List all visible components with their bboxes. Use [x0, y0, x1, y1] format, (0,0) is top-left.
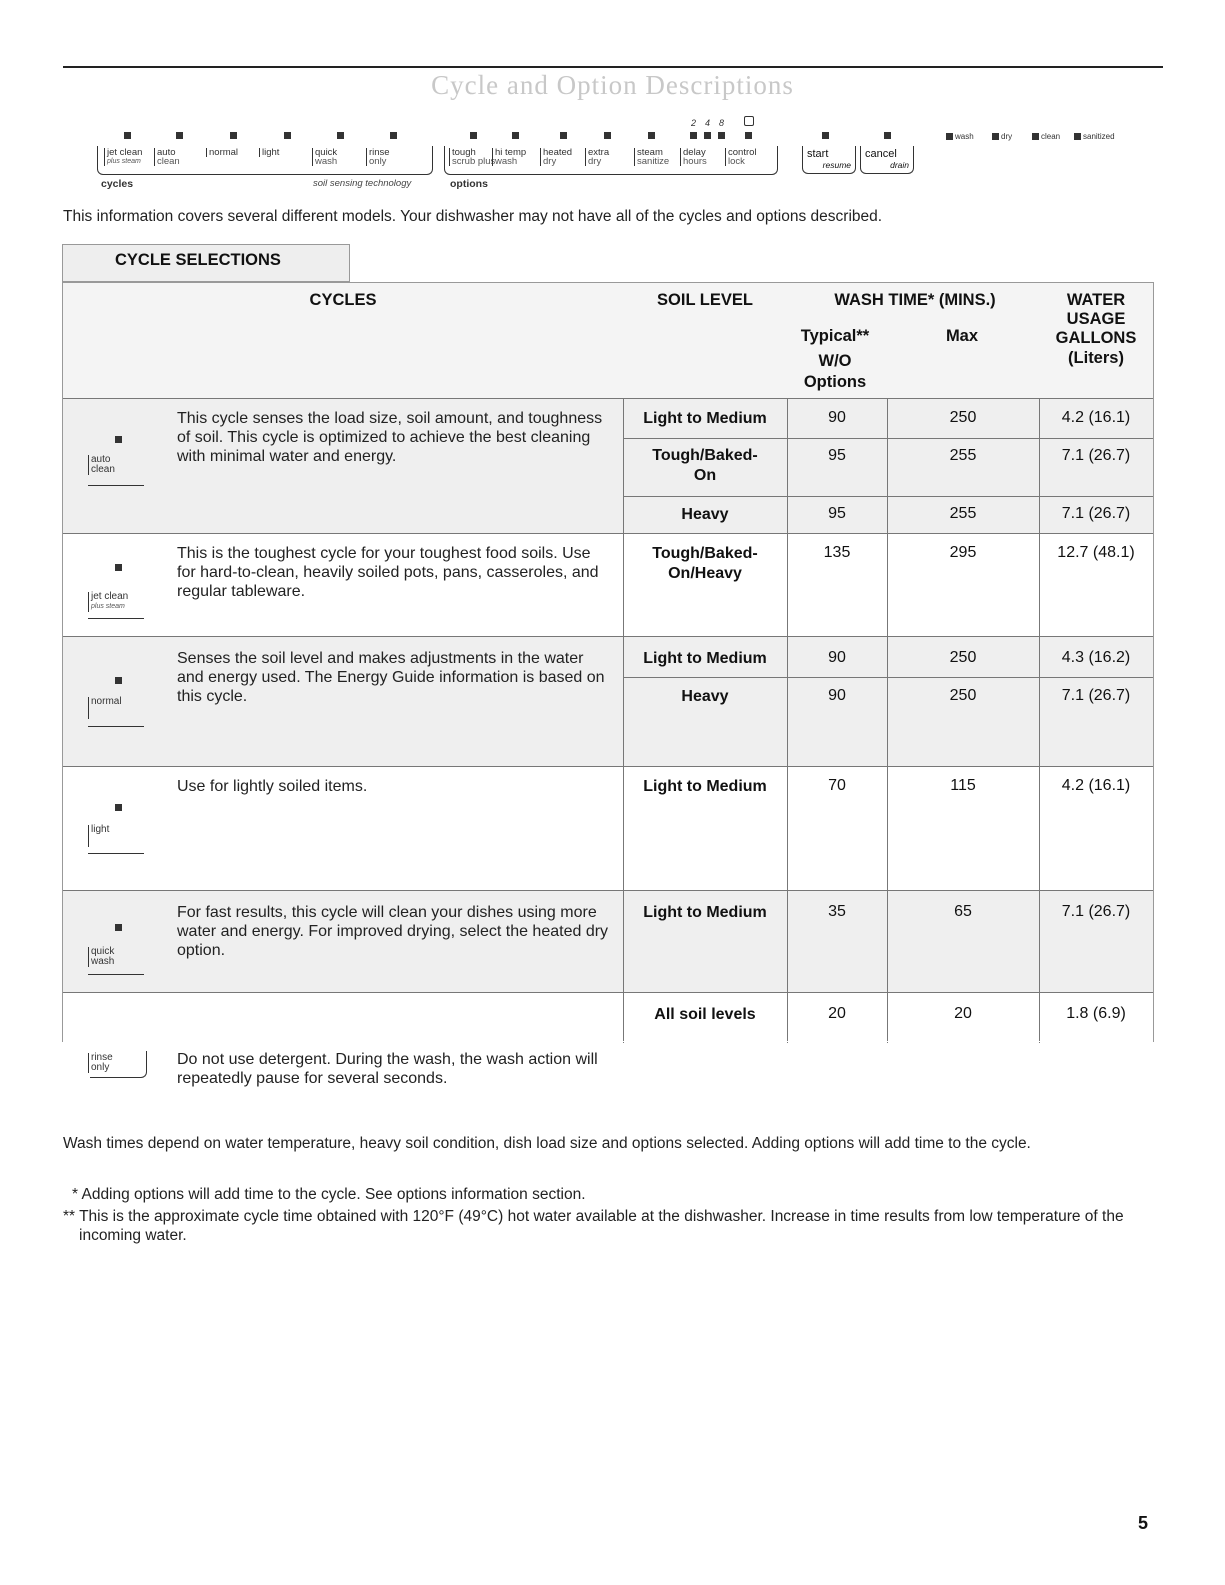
panel-button-hi-temp: hi temp wash	[492, 148, 526, 166]
table-row-auto-clean	[63, 398, 1153, 534]
soil-level: Heavy	[681, 688, 729, 705]
water-usage: 4.3 (16.2)	[1061, 649, 1131, 666]
row-description-extra: Do not use detergent. During the wash, the wash action will repeatedly pause for several seconds.	[177, 1051, 598, 1087]
options-label: options	[450, 178, 488, 190]
header-typical: Typical**	[800, 327, 870, 345]
header-options: Options	[803, 373, 867, 391]
indicator-light	[470, 132, 477, 139]
typical-time: 95	[828, 447, 846, 464]
panel-button-jet-clean: jet clean plus steam	[104, 148, 142, 166]
water-usage: 7.1 (26.7)	[1061, 903, 1131, 920]
top-rule	[63, 66, 1163, 68]
max-time: 65	[954, 903, 972, 920]
options-bracket	[444, 146, 778, 175]
indicator-light	[230, 132, 237, 139]
max-time: 255	[949, 505, 977, 522]
cycle-label-auto-clean: auto clean	[88, 455, 115, 475]
max-time: 115	[950, 777, 976, 794]
indicator-light	[604, 132, 611, 139]
panel-button-delay-hours: delay hours	[680, 148, 707, 166]
row-description: This cycle senses the load size, soil amount, and toughness of soil. This cycle is optimized to achieve the best cleaning with minimal water and energy.	[177, 410, 603, 465]
header-soil-level: SOIL LEVEL	[657, 291, 753, 309]
typical-time: 35	[828, 903, 846, 920]
control-panel-illustration	[0, 112, 1225, 197]
panel-button-extra-dry: extra dry	[585, 148, 609, 166]
soil-sensing-label: soil sensing technology	[313, 178, 412, 189]
table-row-quick-wash	[63, 890, 1153, 993]
soil-level: Light to Medium	[643, 410, 767, 427]
footnote-2: ** This is the approximate cycle time obtained with 120°F (49°C) hot water available at the dishwasher. Increase in time results from low temperature of the incoming water.	[63, 1208, 1124, 1244]
soil-level: Light to Medium	[643, 778, 767, 795]
typical-time: 90	[828, 687, 846, 704]
indicator-light	[560, 132, 567, 139]
panel-button-quick-wash: quick wash	[312, 148, 337, 166]
cycle-indicator	[115, 436, 122, 443]
cancel-drain-button: cancel drain	[860, 146, 914, 174]
indicator-light	[176, 132, 183, 139]
cycle-label-rinse-only: rinse only	[88, 1053, 113, 1073]
water-usage: 7.1 (26.7)	[1061, 447, 1131, 464]
table-row-light	[63, 766, 1153, 891]
water-usage: 1.8 (6.9)	[1066, 1005, 1126, 1022]
cycle-label-quick-wash: quick wash	[88, 947, 114, 967]
water-usage: 12.7 (48.1)	[1057, 544, 1135, 561]
cycle-label-light: light	[88, 825, 109, 847]
cycle-indicator	[115, 924, 122, 931]
water-usage: 7.1 (26.7)	[1061, 505, 1131, 522]
cycle-label-jet-clean: jet clean plus steam	[88, 592, 128, 612]
indicator-light	[337, 132, 344, 139]
header-water-4: (Liters)	[1068, 349, 1124, 367]
rinse-bracket	[90, 1051, 147, 1078]
table-row-jet-clean	[63, 533, 1153, 637]
footer-note: Wash times depend on water temperature, heavy soil condition, dish load size and options selected. Adding options will add time to the cycle.	[63, 1135, 1031, 1152]
indicator-light	[884, 132, 891, 139]
soil-level: Tough/Baked-On	[652, 447, 758, 484]
water-usage: 4.2 (16.1)	[1061, 777, 1131, 794]
max-time: 250	[949, 649, 977, 666]
header-water-3: GALLONS	[1055, 329, 1137, 347]
indicator-light	[704, 132, 711, 139]
typical-time: 20	[828, 1005, 846, 1022]
row-description: Use for lightly soiled items.	[177, 778, 368, 795]
start-resume-button: start resume	[802, 146, 856, 174]
panel-button-steam-sanitize: steam sanitize	[634, 148, 669, 166]
typical-time: 135	[823, 544, 851, 561]
status-wash: wash	[946, 132, 974, 141]
status-sanitized: sanitized	[1074, 132, 1115, 141]
cycles-bracket	[97, 146, 433, 175]
panel-button-auto-clean: auto clean	[154, 148, 180, 166]
typical-time: 90	[828, 649, 846, 666]
cycle-indicator	[115, 564, 122, 571]
panel-button-rinse-only: rinse only	[366, 148, 390, 166]
soil-level: Light to Medium	[643, 650, 767, 667]
water-usage: 7.1 (26.7)	[1061, 687, 1131, 704]
status-clean: clean	[1032, 132, 1060, 141]
page-number: 5	[1138, 1513, 1149, 1533]
status-dry: dry	[992, 132, 1012, 141]
soil-level: Tough/Baked-On/Heavy	[652, 545, 758, 582]
cycle-indicator	[115, 677, 122, 684]
indicator-light	[390, 132, 397, 139]
header-water-2: USAGE	[1066, 310, 1126, 328]
indicator-light	[822, 132, 829, 139]
max-time: 295	[949, 544, 977, 561]
intro-text: This information covers several different models. Your dishwasher may not have all of the cycles and options described.	[63, 208, 883, 225]
section-tab	[62, 244, 350, 282]
delay-number: 2	[691, 118, 697, 128]
soil-level: All soil levels	[654, 1006, 756, 1023]
indicator-light	[718, 132, 725, 139]
section-tab-label: CYCLE SELECTIONS	[115, 251, 281, 269]
soil-level: Heavy	[681, 506, 729, 523]
max-time: 250	[949, 409, 977, 426]
header-cycles: CYCLES	[309, 291, 377, 309]
indicator-light	[124, 132, 131, 139]
header-wash-time: WASH TIME* (MINS.)	[834, 291, 996, 309]
lock-icon	[744, 116, 754, 126]
panel-button-heated-dry: heated dry	[540, 148, 572, 166]
max-time: 255	[949, 447, 977, 464]
cycles-label: cycles	[101, 178, 134, 190]
table-row-normal	[63, 636, 1153, 767]
indicator-light	[648, 132, 655, 139]
delay-number: 4	[705, 118, 711, 128]
typical-time: 90	[828, 409, 846, 426]
header-water-1: WATER	[1066, 291, 1126, 309]
max-time: 20	[954, 1005, 972, 1022]
indicator-light	[745, 132, 752, 139]
typical-time: 70	[828, 777, 846, 794]
delay-number: 8	[719, 118, 725, 128]
soil-level: Light to Medium	[643, 904, 767, 921]
row-description: For fast results, this cycle will clean your dishes using more water and energy. For improved drying, select the heated dry option.	[177, 904, 609, 959]
typical-time: 95	[828, 505, 846, 522]
panel-button-light: light	[259, 148, 279, 157]
panel-button-normal: normal	[206, 148, 238, 157]
row-description: Senses the soil level and makes adjustments in the water and energy used. The Energy Guide information is based on this cycle.	[177, 650, 605, 705]
indicator-light	[512, 132, 519, 139]
panel-button-control-lock: control lock	[725, 148, 757, 166]
page-title: Cycle and Option Descriptions	[431, 70, 794, 100]
water-usage: 4.2 (16.1)	[1061, 409, 1131, 426]
panel-button-tough-scrub: tough scrub plus	[449, 148, 495, 166]
header-max: Max	[945, 327, 979, 345]
row-description: This is the toughest cycle for your toughest food soils. Use for hard-to-clean, heavily soiled pots, pans, casseroles, and regular tableware.	[177, 545, 599, 600]
cycle-label-normal: normal	[88, 697, 122, 719]
footnote-1: * Adding options will add time to the cycle. See options information section.	[72, 1186, 586, 1203]
indicator-light	[284, 132, 291, 139]
max-time: 250	[949, 687, 977, 704]
cycle-indicator	[115, 804, 122, 811]
indicator-light	[690, 132, 697, 139]
header-wo: W/O	[818, 352, 852, 370]
